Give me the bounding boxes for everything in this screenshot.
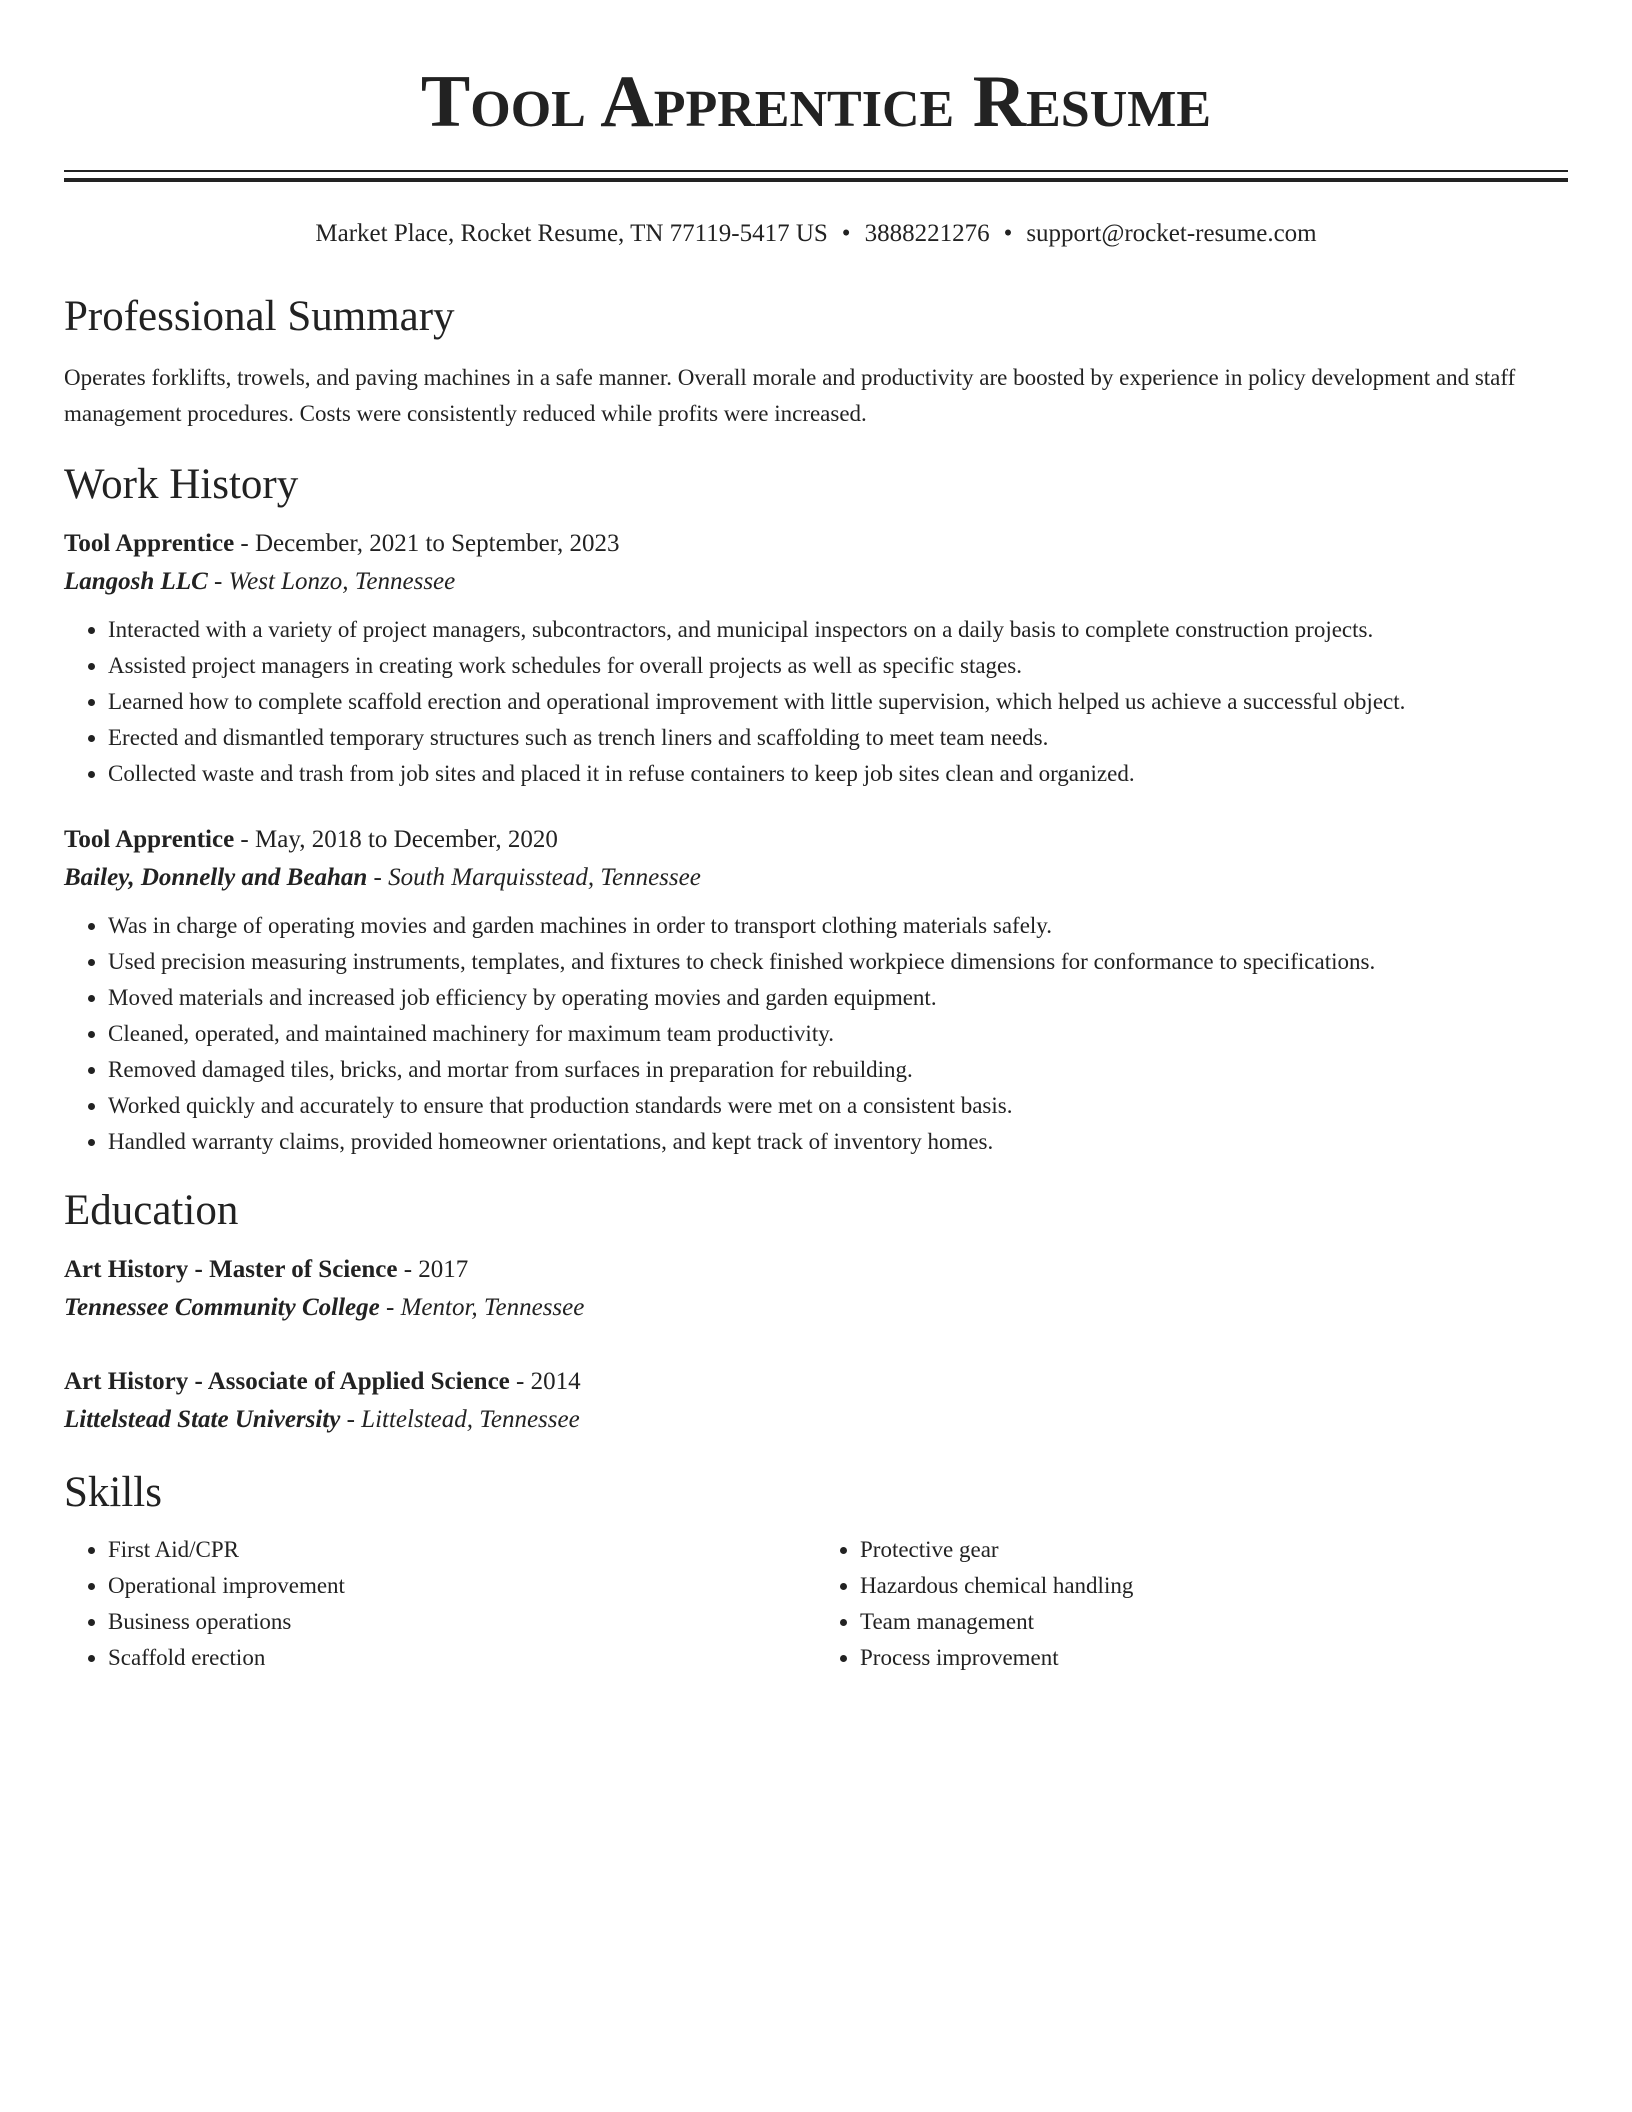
degree: Art History - Associate of Applied Science	[64, 1368, 510, 1395]
list-item: • Removed damaged tiles, bricks, and mortar from surfaces in preparation for rebuilding.	[108, 1052, 1568, 1088]
degree-year: - 2017	[397, 1256, 469, 1283]
job-title: Tool Apprentice	[64, 826, 235, 853]
job-company-line	[64, 860, 1568, 896]
list-item: • Collected waste and trash from job sites and placed it in refuse containers to keep job sites clean and organized.	[108, 756, 1568, 792]
job-entry	[64, 822, 1568, 1160]
list-item: • Worked quickly and accurately to ensure that production standards were met on a consistent basis.	[108, 1088, 1568, 1124]
list-item: • Cleaned, operated, and maintained machinery for maximum team productivity.	[108, 1016, 1568, 1052]
job-dates: - May, 2018 to December, 2020	[234, 826, 558, 853]
list-item: • Scaffold erection	[108, 1640, 816, 1676]
list-item: • Process improvement	[860, 1640, 1568, 1676]
list-item: • Team management	[860, 1604, 1568, 1640]
job-bullets	[64, 612, 1568, 792]
job-bullets	[64, 908, 1568, 1160]
job-location: - South Marquisstead, Tennessee	[367, 864, 701, 891]
school-location: - Littelstead, Tennessee	[340, 1406, 580, 1433]
list-item: • Learned how to complete scaffold erection and operational improvement with little supervision, which helped us achieve a successful object.	[108, 684, 1568, 720]
skills-heading: Skills	[64, 1469, 162, 1516]
job-company: Bailey, Donnelly and Beahan	[64, 864, 368, 891]
contact-phone: 3888221276	[864, 220, 990, 247]
job-title-line	[64, 526, 1568, 562]
list-item: • Handled warranty claims, provided homeowner orientations, and kept track of inventory homes.	[108, 1124, 1568, 1160]
list-item: • Erected and dismantled temporary structures such as trench liners and scaffolding to meet team needs.	[108, 720, 1568, 756]
degree-line	[64, 1252, 1568, 1288]
job-company: Langosh LLC	[64, 568, 208, 595]
school-line	[64, 1402, 1568, 1438]
school-line	[64, 1290, 1568, 1326]
education-heading: Education	[64, 1187, 239, 1234]
list-item: • First Aid/CPR	[108, 1532, 816, 1568]
education-entry	[64, 1252, 1568, 1326]
work-history-heading: Work History	[64, 461, 299, 508]
job-title: Tool Apprentice	[64, 530, 235, 557]
title-divider-thin	[64, 170, 1568, 172]
job-location: - West Lonzo, Tennessee	[207, 568, 456, 595]
list-item: • Protective gear	[860, 1532, 1568, 1568]
list-item: • Business operations	[108, 1604, 816, 1640]
degree-year: - 2014	[509, 1368, 581, 1395]
school-location: - Mentor, Tennessee	[379, 1294, 585, 1321]
degree-line	[64, 1364, 1568, 1400]
resume-title: Tool Apprentice Resume	[420, 61, 1212, 143]
list-item: • Interacted with a variety of project managers, subcontractors, and municipal inspectors on a daily basis to complete construction projects.	[108, 612, 1568, 648]
contact-address: Market Place, Rocket Resume, TN 77119-5417 US	[315, 220, 828, 247]
job-entry	[64, 526, 1568, 792]
contact-separator: •	[1003, 220, 1013, 247]
education-entry	[64, 1364, 1568, 1438]
title-divider-thick	[64, 178, 1568, 182]
skills-list-right	[816, 1532, 1568, 1676]
skills-list-left	[64, 1532, 816, 1676]
school-name: Tennessee Community College	[64, 1294, 380, 1321]
list-item: • Used precision measuring instruments, templates, and fixtures to check finished workpiece dimensions for conformance to specifications.	[108, 944, 1568, 980]
job-title-line	[64, 822, 1568, 858]
school-name: Littelstead State University	[64, 1406, 341, 1433]
list-item: • Operational improvement	[108, 1568, 816, 1604]
contact-email: support@rocket-resume.com	[1026, 220, 1317, 247]
job-company-line	[64, 564, 1568, 600]
degree: Art History - Master of Science	[64, 1256, 398, 1283]
summary-heading: Professional Summary	[64, 293, 455, 340]
summary-text: Operates forklifts, trowels, and paving machines in a safe manner. Overall morale and productivity are boosted by experience in policy development and staff management procedures. Costs were consistently reduced while profits were increased.	[64, 365, 1516, 426]
list-item: • Hazardous chemical handling	[860, 1568, 1568, 1604]
contact-line	[64, 218, 1568, 250]
list-item: • Assisted project managers in creating work schedules for overall projects as well as specific stages.	[108, 648, 1568, 684]
contact-separator: •	[841, 220, 851, 247]
list-item: • Moved materials and increased job efficiency by operating movies and garden equipment.	[108, 980, 1568, 1016]
job-dates: - December, 2021 to September, 2023	[234, 530, 620, 557]
skills-columns	[64, 1532, 1568, 1676]
list-item: • Was in charge of operating movies and garden machines in order to transport clothing materials safely.	[108, 908, 1568, 944]
